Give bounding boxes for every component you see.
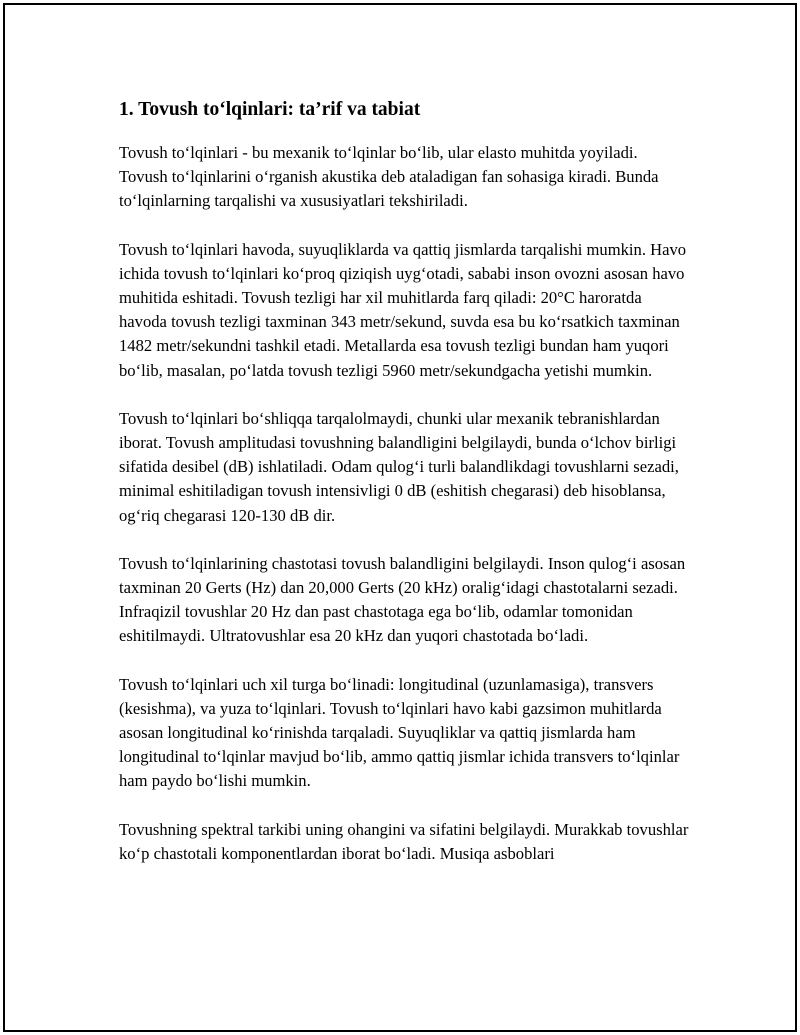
paragraph-amplitude: Tovush to‘lqinlari bo‘shliqqa tarqalolmaydi, chunki ular mexanik tebranishlardan iborat. Tovush amplitudasi tovushning balandligini belgilaydi, bunda o‘lchov birligi sifatida desibel (dB) ishlatiladi. Odam qulog‘i turli balandlikdagi tovushlarni sezadi, minimal eshitiladigan tovush intensivligi 0 dB (eshitish chegarasi) deb hisoblansa, og‘riq chegarasi 120-130 dB dir. — [119, 408, 679, 525]
paragraph-definition: Tovush to‘lqinlari - bu mexanik to‘lqinlar bo‘lib, ular elasto muhitda yoyiladi. Tovush to‘lqinlarini o‘rganish akustika deb ataladigan fan sohasiga kiradi. Bunda to‘lqinlarning tarqalishi va xususiyatlari tekshiriladi. — [119, 143, 659, 211]
paragraph-spectral-composition: Tovushning spektral tarkibi uning ohangini va sifatini belgilaydi. Murakkab tovushlar ko‘p chastotali komponentlardan iborat bo‘ladi. Musiqa asboblari — [119, 819, 689, 863]
paragraph-wave-types: Tovush to‘lqinlari uch xil turga bo‘linadi: longitudinal (uzunlamasiga), transvers (kesishma), va yuza to‘lqinlari. Tovush to‘lqinlari havo kabi gazsimon muhitlarda asosan longitudinal ko‘rinishda tarqaladi. Suyuqliklar va qattiq jismlarda ham longitudinal to‘lqinlar mavjud bo‘lib, ammo qattiq jismlar ichida transvers to‘lqinlar ham paydo bo‘lishi mumkin. — [119, 674, 680, 791]
document-body — [119, 95, 689, 890]
section-heading: 1. Tovush to‘lqinlari: ta’rif va tabiat — [119, 99, 421, 120]
page-frame — [3, 3, 797, 1032]
paragraph-frequency: Tovush to‘lqinlarining chastotasi tovush balandligini belgilaydi. Inson qulog‘i asosan taxminan 20 Gerts (Hz) dan 20,000 Gerts (20 kHz) oralig‘idagi chastotalarni sezadi. Infraqizil tovushlar 20 Hz dan past chastotaga ega bo‘lib, odamlar tomonidan eshitilmaydi. Ultratovushlar esa 20 kHz dan yuqori chastotada bo‘ladi. — [119, 553, 686, 646]
paragraph-propagation-media: Tovush to‘lqinlari havoda, suyuqliklarda va qattiq jismlarda tarqalishi mumkin. Havo ichida tovush to‘lqinlari ko‘proq qiziqish uyg‘otadi, sababi inson ovozni asosan havo muhitida eshitadi. Tovush tezligi har xil muhitlarda farq qiladi: 20°C haroratda havoda tovush tezligi taxminan 343 metr/sekund, suvda esa bu ko‘rsatkich taxminan 1482 metr/sekundni tashkil etadi. Metallarda esa tovush tezligi bundan ham yuqori bo‘lib, masalan, po‘latda tovush tezligi 5960 metr/sekundgacha yetishi mumkin. — [119, 239, 687, 380]
